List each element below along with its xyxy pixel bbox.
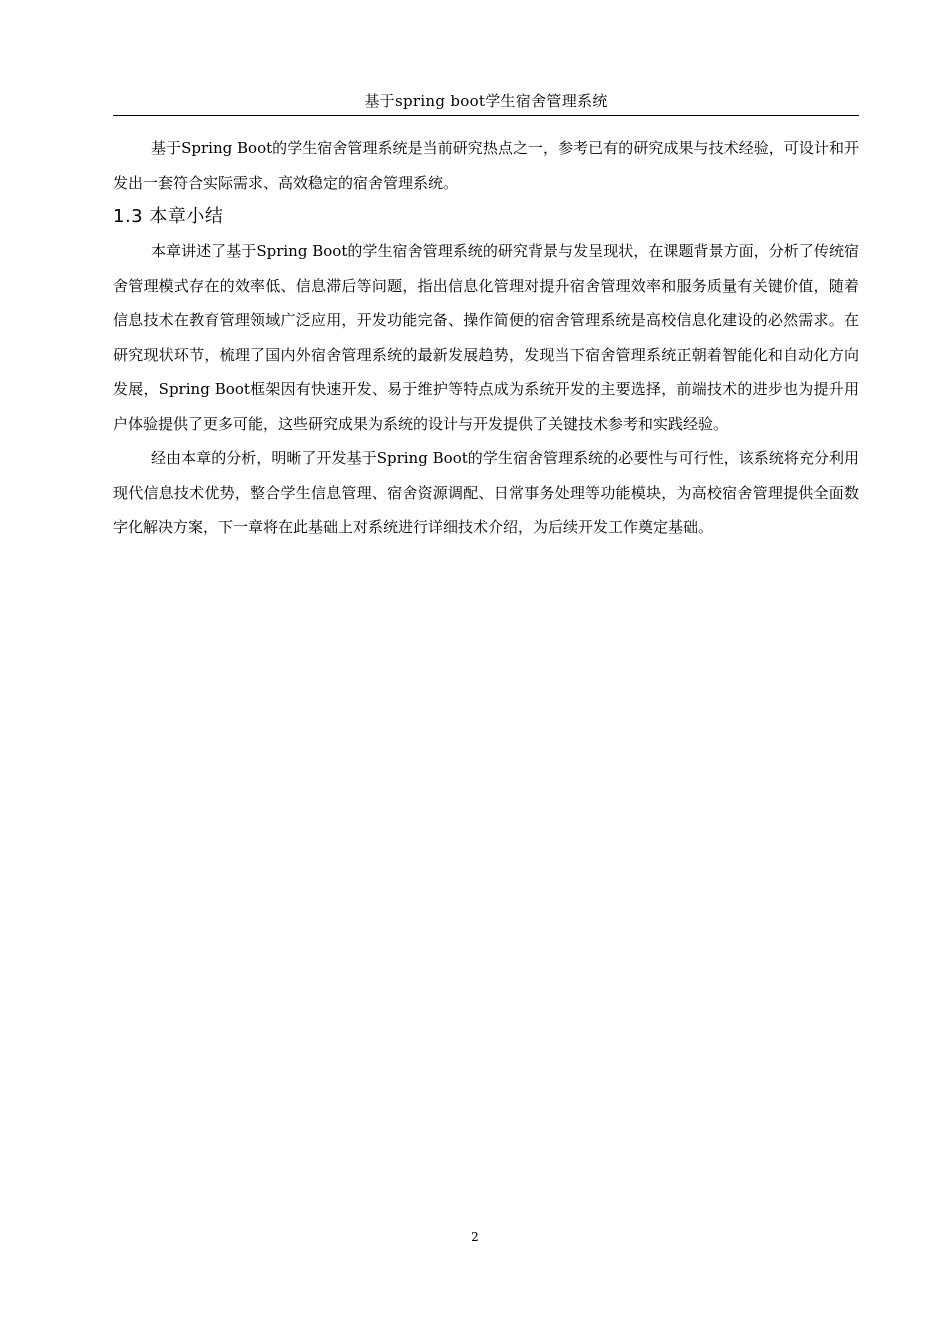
header-rule bbox=[113, 115, 859, 116]
section-paragraph-2: 经由本章的分析，明晰了开发基于Spring Boot的学生宿舍管理系统的必要性与可行性，该系统将充分利用现代信息技术优势，整合学生信息管理、宿舍资源调配、日常事务处理等功能模块，为高校宿舍管理提供全面数字化解决方案，下一章将在此基础上对系统进行详细技术介绍，为后续开发工作奠定基础。 bbox=[113, 449, 859, 536]
intro-paragraph: 基于Spring Boot的学生宿舍管理系统是当前研究热点之一，参考已有的研究成果与技术经验，可设计和开发出一套符合实际需求、高效稳定的宿舍管理系统。 bbox=[113, 139, 859, 192]
page-number: 2 bbox=[471, 1230, 479, 1244]
section-heading: 1.3 本章小结 bbox=[113, 206, 224, 227]
page-content bbox=[113, 131, 859, 545]
section-paragraph-1: 本章讲述了基于Spring Boot的学生宿舍管理系统的研究背景与发呈现状，在课题背景方面，分析了传统宿舍管理模式存在的效率低、信息滞后等问题，指出信息化管理对提升宿舍管理效率和服务质量有关键价值，随着信息技术在教育管理领域广泛应用，开发功能完备、操作简便的宿舍管理系统是高校信息化建设的必然需求。在研究现状环节，梳理了国内外宿舍管理系统的最新发展趋势，发现当下宿舍管理系统正朝着智能化和自动化方向发展，Spring Boot框架因有快速开发、易于维护等特点成为系统开发的主要选择，前端技术的进步也为提升用户体验提供了更多可能，这些研究成果为系统的设计与开发提供了关键技术参考和实践经验。 bbox=[113, 242, 859, 433]
running-header: 基于spring boot学生宿舍管理系统 bbox=[364, 92, 608, 110]
